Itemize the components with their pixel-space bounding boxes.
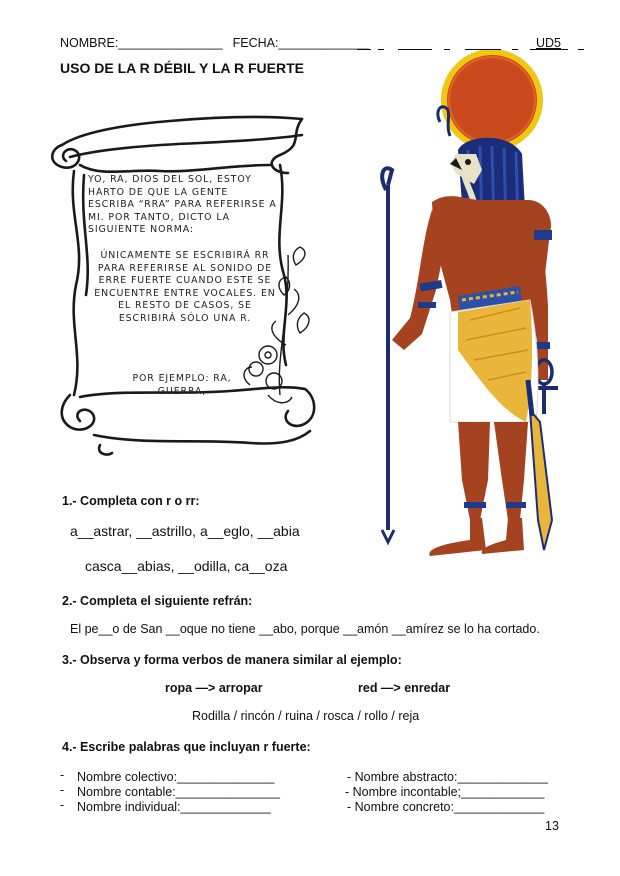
list-item-left: Nombre contable:_______________ [77,785,280,799]
exercise-1-line-1: a__astrar, __astrillo, a__eglo, __abia [70,523,300,539]
list-bullet: - [60,768,65,782]
list-item-right: - Nombre abstracto:_____________ [347,770,548,784]
nombre-field: NOMBRE:_______________ [60,36,223,50]
exercise-3-word-list: Rodilla / rincón / ruina / rosca / rollo / reja [192,709,420,723]
exercise-2-refran: El pe__o de San __oque no tiene __abo, porque __amón __amírez se lo ha cortado. [70,622,540,636]
scroll-paragraph-intro: YO, RA, DIOS DEL SOL, ESTOY HARTO DE QUE LA GENTE ESCRIBA “RRA” PARA REFERIRSE A MI. POR TANTO, DICTO LA SIGUIENTE NORMA: [88,174,277,236]
header-rule [357,49,371,50]
header-line [60,36,369,50]
exercise-1-heading: 1.- Completa con r o rr: [62,494,200,508]
exercise-4-heading: 4.- Escribe palabras que incluyan r fuerte: [62,740,311,754]
exercise-1-line-2: casca__abias, __odilla, ca__oza [85,558,288,574]
exercise-3-example-2: red —> enredar [358,681,451,695]
exercise-2-heading: 2.- Completa el siguiente refrán: [62,594,253,608]
list-item-left: Nombre individual:_____________ [77,800,271,814]
exercise-3-heading: 3.- Observa y forma verbos de manera similar al ejemplo: [62,653,402,667]
list-item-right: - Nombre concreto:_____________ [347,800,545,814]
list-bullet: - [60,783,65,797]
scroll-paragraph-example: POR EJEMPLO: RA, GUERRA, [132,373,232,397]
fecha-field: FECHA:_____________ [232,36,369,50]
header-rule [578,49,584,50]
list-item-right: - Nombre incontable;____________ [345,785,545,799]
exercise-3-example-1: ropa —> arropar [165,681,263,695]
page-title: USO DE LA R DÉBIL Y LA R FUERTE [60,60,304,76]
unit-label: UD5 [536,36,562,50]
list-bullet: - [60,798,65,812]
scroll-paragraph-rule: ÚNICAMENTE SE ESCRIBIRÁ RR PARA REFERIRSE AL SONIDO DE ERRE FUERTE CUANDO ESTE SE ENCUENTRE ENTRE VOCALES. EN EL RESTO DE CASOS, SE ESCRIBIRÁ SÓLO UNA R. [94,250,276,324]
ra-god-illustration [370,50,570,565]
page-number: 13 [545,819,559,833]
list-item-left: Nombre colectivo:______________ [77,770,275,784]
